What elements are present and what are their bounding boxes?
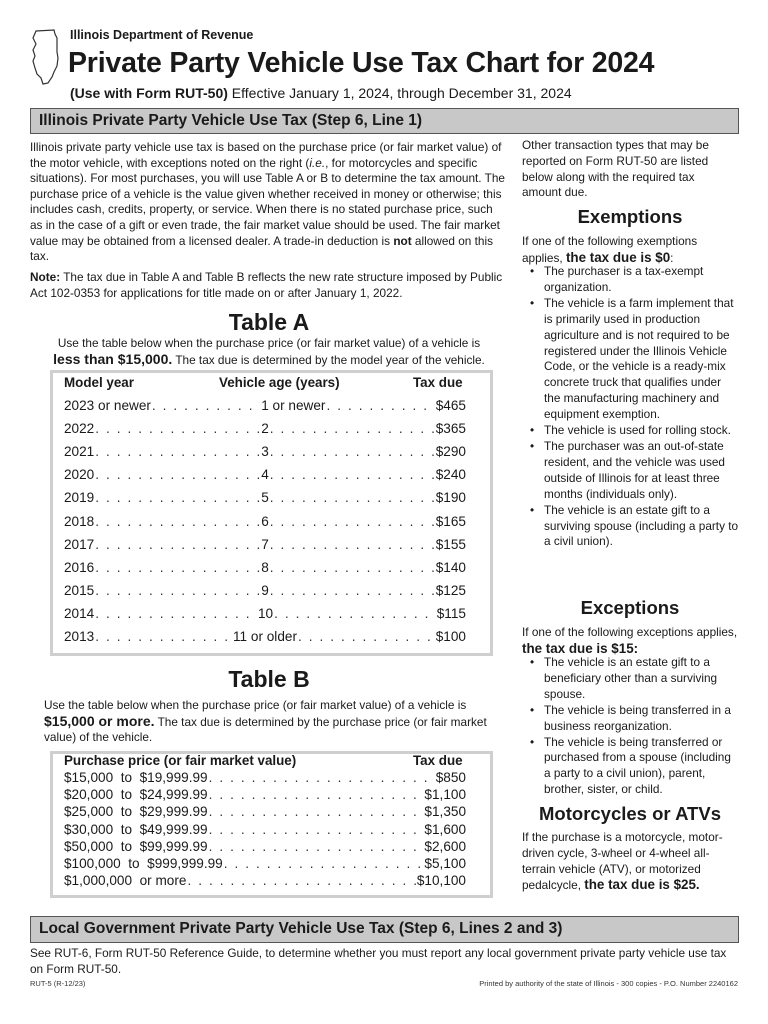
other-transactions-intro: Other transaction types that may be reported on Form RUT-50 are listed below along with the required tax amount due.	[522, 138, 709, 200]
dot-leader	[209, 804, 424, 819]
model-year-cell: 2013	[64, 629, 95, 644]
tax-due-cell: $1,600	[424, 821, 466, 837]
table-b-title: Table B	[228, 666, 310, 692]
exceptions-intro: If one of the following exceptions applies, the tax due is $15:	[522, 625, 738, 656]
department-name: Illinois Department of Revenue	[70, 28, 254, 42]
form-reference: (Use with Form RUT-50)	[70, 85, 228, 101]
list-item: • The vehicle is an estate gift to a surviving spouse (including a party to a civil union).	[522, 503, 740, 551]
tax-due-cell: $190	[435, 490, 466, 506]
dot-leader	[187, 873, 415, 888]
exemptions-intro: If one of the following exemptions applies, the tax due is $0:	[522, 234, 698, 265]
dot-leader	[270, 560, 435, 575]
page-title: Private Party Vehicle Use Tax Chart for 2024	[68, 47, 655, 79]
effective-dates: Effective January 1, 2024, through December 31, 2024	[227, 85, 572, 101]
dot-leader	[270, 537, 435, 552]
vehicle-age-cell: 11 or older	[233, 629, 297, 644]
dot-leader	[224, 856, 424, 871]
vehicle-age-cell: 3	[261, 444, 269, 460]
table-b-row	[64, 804, 466, 821]
table-a-row	[64, 490, 466, 510]
model-year-cell: 2015	[64, 582, 95, 598]
table-a-row	[64, 467, 466, 487]
vehicle-age-cell: 10	[257, 605, 274, 621]
table-a-row	[64, 537, 466, 557]
list-item: • The vehicle is being transferred in a business reorganization.	[522, 703, 740, 735]
vehicle-age-cell: 7	[261, 536, 269, 552]
price-range-cell: $50,000 to $99,999.99	[64, 838, 208, 854]
tax-due-cell: $115	[436, 605, 466, 621]
vehicle-age-cell: 5	[261, 490, 269, 506]
vehicle-age-cell: 1 or newer	[261, 398, 326, 413]
section-heading-state-tax: Illinois Private Party Vehicle Use Tax (Step 6, Line 1)	[30, 108, 739, 134]
tax-due-cell: $465	[435, 398, 466, 413]
price-range-cell: $1,000,000 or more	[64, 873, 187, 889]
tax-due-cell: $140	[435, 559, 466, 575]
price-range-cell: $25,000 to $29,999.99	[64, 804, 208, 820]
price-range-cell: $30,000 to $49,999.99	[64, 821, 208, 837]
note-label: Note:	[30, 270, 61, 284]
tax-due-cell: $165	[435, 513, 466, 529]
table-b-description: Use the table below when the purchase price (or fair market value) of a vehicle is $15,000 or more. The tax due is determined by the purchase price (or fair market value) of the vehicle.	[44, 698, 487, 744]
price-range-cell: $20,000 to $24,999.99	[64, 787, 208, 803]
vehicle-age-cell: 6	[261, 513, 269, 529]
tax-due-cell: $1,350	[424, 804, 466, 820]
exemptions-heading: Exemptions	[577, 206, 683, 227]
table-b-row	[64, 822, 466, 839]
tax-due-cell: $155	[435, 536, 466, 552]
table-a-description: Use the table below when the purchase price (or fair market value) of a vehicle is less than $15,000. The tax due is determined by the model year of the vehicle.	[53, 336, 485, 367]
table-a-row	[64, 560, 466, 580]
model-year-cell: 2017	[64, 536, 95, 552]
model-year-cell: 2020	[64, 467, 95, 483]
table-a-row	[64, 514, 466, 534]
motorcycles-heading: Motorcycles or ATVs	[539, 803, 721, 824]
model-year-cell: 2018	[64, 513, 95, 529]
model-year-cell: 2023 or newer	[64, 398, 151, 413]
dot-leader	[270, 444, 435, 459]
dot-leader	[209, 839, 424, 854]
tax-due-cell: $125	[435, 582, 466, 598]
dot-leader	[270, 467, 435, 482]
tax-due-cell: $240	[435, 467, 466, 483]
dot-leader	[270, 421, 435, 436]
dot-leader	[95, 629, 232, 644]
page-subtitle	[70, 85, 572, 101]
dot-leader	[209, 770, 435, 785]
exemptions-list	[522, 264, 740, 550]
exceptions-list	[522, 655, 740, 798]
dot-leader	[95, 467, 260, 482]
dot-leader	[270, 583, 435, 598]
exceptions-heading: Exceptions	[580, 597, 680, 618]
local-tax-paragraph: See RUT-6, Form RUT-50 Reference Guide, to determine whether you must report any local government private party vehicle use tax on Form RUT-50.	[30, 946, 727, 976]
table-a-row	[64, 583, 466, 603]
table-a-title: Table A	[228, 309, 310, 335]
tax-due-cell: $1,100	[424, 787, 466, 803]
price-range-cell: $100,000 to $999,999.99	[64, 856, 223, 871]
dot-leader	[95, 560, 260, 575]
intro-paragraph: Illinois private party vehicle use tax is based on the purchase price (or fair market value) of the motor vehicle, with exceptions noted on the right (i.e., for motorcycles and specific situations). For most purchases, you will use Table A or B to determine the tax amount. The purchase price of a vehicle is the value given whether received in money or otherwise; this includes cash, credits, property, or service. When there is no stated purchase price, such as in the case of a gift or even trade, the fair market value should be used. The fair market value may be obtained from a licensed dealer. A trade-in deduction is not allowed on this tax.	[30, 140, 505, 264]
model-year-cell: 2021	[64, 444, 95, 460]
model-year-cell: 2019	[64, 490, 95, 506]
list-item: • The vehicle is used for rolling stock.	[522, 423, 740, 439]
table-a-row	[64, 444, 466, 464]
illinois-state-outline-icon	[30, 28, 64, 86]
motorcycles-text: If the purchase is a motorcycle, motor-driven cycle, 3-wheel or 4-wheel all-terrain vehicle (ATV), or motorized pedalcycle, the tax due is $25.	[522, 830, 723, 893]
dot-leader	[95, 606, 257, 621]
section-heading-local-tax: Local Government Private Party Vehicle Use Tax (Step 6, Lines 2 and 3)	[30, 916, 739, 943]
tax-due-cell: $365	[435, 421, 466, 437]
dot-leader	[95, 490, 260, 505]
tax-due-cell: $10,100	[416, 873, 466, 889]
dot-leader	[95, 583, 260, 598]
table-a-row	[64, 629, 466, 649]
model-year-cell: 2022	[64, 421, 95, 437]
vehicle-age-cell: 8	[261, 559, 269, 575]
dot-leader	[270, 514, 435, 529]
table-a-row	[64, 606, 466, 626]
model-year-cell: 2014	[64, 605, 95, 621]
list-item: • The purchaser was an out-of-state resident, and the vehicle was used outside of Illinois for at least three months (individuals only).	[522, 439, 740, 503]
table-b-header-tax-due: Tax due	[413, 753, 463, 768]
table-b-row	[64, 856, 466, 873]
dot-leader	[152, 398, 260, 413]
dot-leader	[209, 787, 424, 802]
note-paragraph: Note: The tax due in Table A and Table B reflects the new rate structure imposed by Public Act 102-0353 for applications for title made on or after January 1, 2022.	[30, 270, 503, 300]
tax-due-cell: $290	[435, 444, 466, 460]
table-a-row	[64, 421, 466, 441]
tax-due-cell: $2,600	[424, 838, 466, 854]
list-item: • The purchaser is a tax-exempt organization.	[522, 264, 740, 296]
vehicle-age-cell: 4	[261, 467, 269, 483]
dot-leader	[274, 606, 436, 621]
dot-leader	[326, 398, 434, 413]
tax-due-cell: $5,100	[424, 856, 466, 871]
model-year-cell: 2016	[64, 559, 95, 575]
table-b-row	[64, 770, 466, 787]
table-a-row	[64, 398, 466, 418]
price-range-cell: $15,000 to $19,999.99	[64, 770, 208, 785]
table-b-row	[64, 873, 466, 890]
dot-leader	[298, 629, 435, 644]
dot-leader	[95, 537, 260, 552]
dot-leader	[95, 421, 260, 436]
printing-authority: Printed by authority of the state of Illinois - 300 copies - P.O. Number 2240162	[479, 979, 738, 988]
list-item: • The vehicle is an estate gift to a beneficiary other than a surviving spouse.	[522, 655, 740, 703]
tax-due-cell: $100	[435, 629, 466, 644]
table-b-row	[64, 787, 466, 804]
dot-leader	[95, 444, 260, 459]
table-a-header-model-year: Model year	[64, 375, 134, 390]
table-a-header-tax-due: Tax due	[413, 375, 463, 390]
table-a-header-vehicle-age: Vehicle age (years)	[219, 375, 340, 390]
dot-leader	[95, 514, 260, 529]
form-number: RUT-5 (R-12/23)	[30, 979, 86, 988]
list-item: • The vehicle is being transferred or purchased from a spouse (including a party to a civil union), parent, brother, sister, or child.	[522, 735, 740, 799]
dot-leader	[270, 490, 435, 505]
table-b-header-purchase-price: Purchase price (or fair market value)	[64, 753, 297, 768]
tax-due-cell: $850	[435, 770, 466, 785]
vehicle-age-cell: 9	[261, 582, 269, 598]
dot-leader	[209, 822, 424, 837]
table-b-row	[64, 839, 466, 856]
vehicle-age-cell: 2	[261, 421, 269, 437]
list-item: • The vehicle is a farm implement that is primarily used in production agriculture and is not required to be registered under the Illinois Vehicle Code, or the vehicle is a ready-mix concrete truck that qualifies under the manufacturing machinery and equipment exemption.	[522, 296, 740, 423]
